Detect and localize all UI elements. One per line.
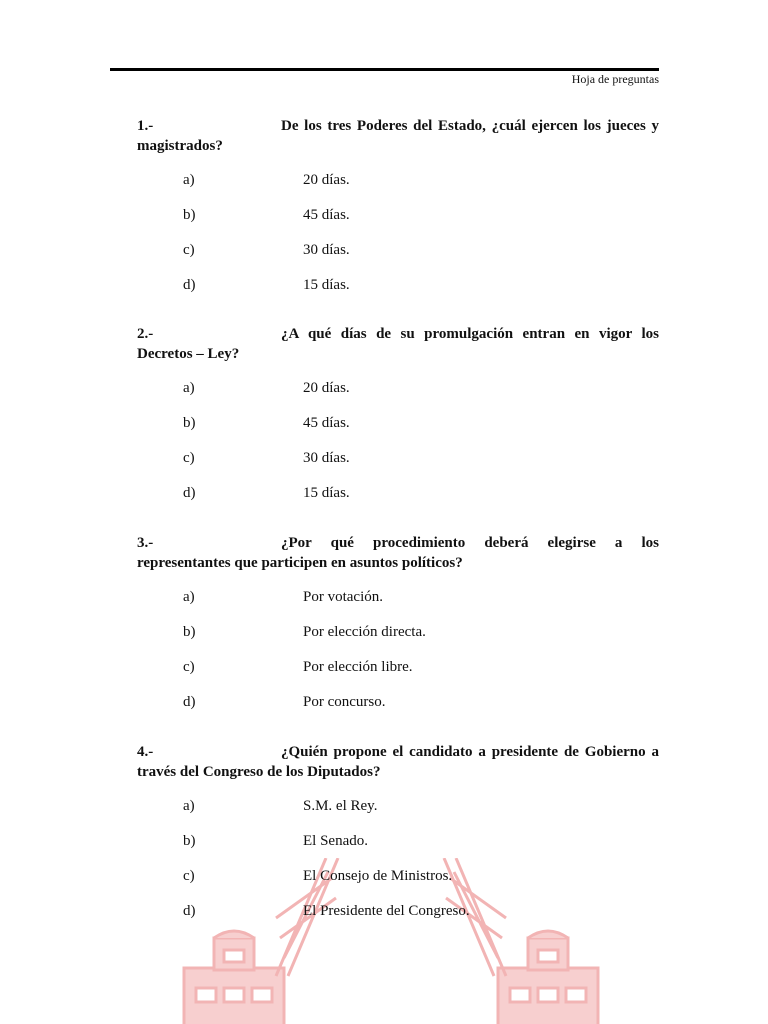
question-number: 2.- bbox=[137, 326, 154, 342]
answer-option-d[interactable] bbox=[137, 275, 659, 310]
option-letter: a) bbox=[183, 172, 195, 188]
option-text: Por elección directa. bbox=[303, 624, 426, 640]
answer-list bbox=[137, 378, 659, 518]
question-text bbox=[137, 533, 659, 573]
answer-option-b[interactable] bbox=[137, 831, 659, 866]
question-2 bbox=[137, 324, 659, 518]
header-rule bbox=[110, 68, 659, 71]
option-letter: d) bbox=[183, 485, 196, 501]
option-letter: c) bbox=[183, 868, 195, 884]
question-number: 4.- bbox=[137, 744, 154, 760]
answer-list bbox=[137, 170, 659, 310]
option-letter: b) bbox=[183, 624, 196, 640]
answer-option-b[interactable] bbox=[137, 622, 659, 657]
answer-option-c[interactable] bbox=[137, 448, 659, 483]
question-body: ¿Quién propone el candidato a presidente de Gobierno a través del Congreso de los Diputados? bbox=[137, 744, 659, 780]
option-text: S.M. el Rey. bbox=[303, 798, 378, 814]
option-text: El Consejo de Ministros. bbox=[303, 868, 453, 884]
question-text bbox=[137, 742, 659, 782]
option-text: 15 días. bbox=[303, 485, 350, 501]
answer-option-d[interactable] bbox=[137, 692, 659, 727]
header-label: Hoja de preguntas bbox=[571, 72, 659, 86]
answer-option-b[interactable] bbox=[137, 205, 659, 240]
answer-option-a[interactable] bbox=[137, 587, 659, 622]
option-text: 30 días. bbox=[303, 242, 350, 258]
option-letter: d) bbox=[183, 694, 196, 710]
answer-list bbox=[137, 796, 659, 936]
option-letter: c) bbox=[183, 450, 195, 466]
option-letter: a) bbox=[183, 380, 195, 396]
option-text: Por votación. bbox=[303, 589, 383, 605]
answer-option-d[interactable] bbox=[137, 483, 659, 518]
question-number: 3.- bbox=[137, 535, 154, 551]
question-3 bbox=[137, 533, 659, 727]
option-text: Por elección libre. bbox=[303, 659, 413, 675]
option-text: El Presidente del Congreso. bbox=[303, 903, 470, 919]
option-letter: c) bbox=[183, 242, 195, 258]
question-text bbox=[137, 324, 659, 364]
option-letter: a) bbox=[183, 798, 195, 814]
option-text: 15 días. bbox=[303, 277, 350, 293]
answer-option-d[interactable] bbox=[137, 901, 659, 936]
option-letter: b) bbox=[183, 207, 196, 223]
option-text: Por concurso. bbox=[303, 694, 386, 710]
option-letter: a) bbox=[183, 589, 195, 605]
option-letter: c) bbox=[183, 659, 195, 675]
question-4 bbox=[137, 742, 659, 936]
question-body: ¿Por qué procedimiento deberá elegirse a los representantes que participen en asuntos políticos? bbox=[137, 535, 659, 571]
option-text: El Senado. bbox=[303, 833, 368, 849]
question-1 bbox=[137, 116, 659, 310]
question-body: De los tres Poderes del Estado, ¿cuál ejercen los jueces y magistrados? bbox=[137, 118, 659, 154]
option-letter: b) bbox=[183, 415, 196, 431]
answer-option-a[interactable] bbox=[137, 378, 659, 413]
answer-option-c[interactable] bbox=[137, 657, 659, 692]
option-text: 45 días. bbox=[303, 415, 350, 431]
answer-option-a[interactable] bbox=[137, 170, 659, 205]
question-number: 1.- bbox=[137, 118, 154, 134]
option-text: 20 días. bbox=[303, 172, 350, 188]
answer-option-a[interactable] bbox=[137, 796, 659, 831]
option-letter: d) bbox=[183, 277, 196, 293]
question-text bbox=[137, 116, 659, 156]
answer-option-b[interactable] bbox=[137, 413, 659, 448]
answer-option-c[interactable] bbox=[137, 240, 659, 275]
option-text: 30 días. bbox=[303, 450, 350, 466]
answer-list bbox=[137, 587, 659, 727]
option-letter: b) bbox=[183, 833, 196, 849]
question-body: ¿A qué días de su promulgación entran en vigor los Decretos – Ley? bbox=[137, 326, 659, 362]
option-letter: d) bbox=[183, 903, 196, 919]
option-text: 45 días. bbox=[303, 207, 350, 223]
option-text: 20 días. bbox=[303, 380, 350, 396]
answer-option-c[interactable] bbox=[137, 866, 659, 901]
